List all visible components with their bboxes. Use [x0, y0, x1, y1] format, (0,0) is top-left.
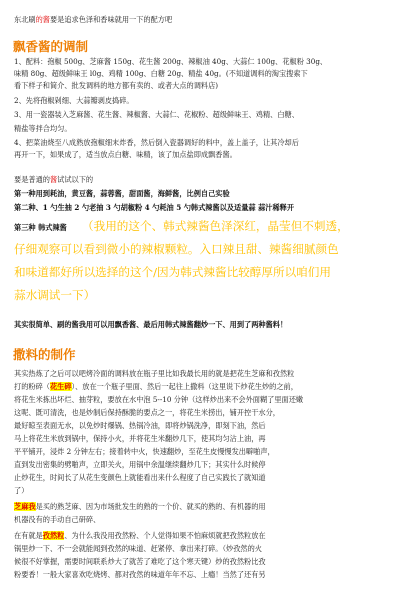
body-line: 直到发出密集的劈啪声，立即关火，用锅中余温继续翻炒几下；其实什么时候停 [14, 460, 266, 469]
body-text: ）、放在一个瓶子里面、然后一起往上撒料（这里说下炒花生炒的之前， [71, 382, 298, 391]
summary-line: 其实很简单、刷的酱我用可以用飘香酱、最后用韩式辣酱翻炒一下、用到了两种酱料！ [14, 320, 288, 329]
body-line: 候很不好掌握，需要时间联系炒大了就苦了难吃了这个寒天键）炒的孜然粉比孜 [14, 557, 266, 566]
highlight-cumin: 孜然粒 [42, 531, 65, 540]
recipe-line: 1、配料：孢椒 500g、芝麻酱 150g、花生酱 200g、辣椒油 40g、大蒜仁 100g、花椒粉 30g、 [14, 57, 328, 66]
body-line: 机器没有的手动自己研碎、 [14, 515, 101, 524]
intro-text-red: 的酱 [35, 15, 50, 24]
recipe-line: 4、把菜油烧至八成熟放孢椒细末炸香，然后倒入瓷器调好的料中，盖上盖子，让其冷却后 [14, 138, 299, 147]
recipe-line: 看下样子和简介、批发调料的地方都有卖的、或者大点的调料店) [14, 81, 219, 90]
section2-title: 撒料的制作 [13, 347, 76, 362]
body-text: 、为什么我没用孜然粉、个人觉得如果不怕麻烦就把孜然粒放在 [64, 531, 266, 540]
body-line: 将花生米拣出坏烂、抽芽粒，要放在水中泡 5--10 分钟（这样炒出来不会外面糊了里面还嫩 [14, 395, 304, 404]
recipe-line: 2、先将孢椒剁细、大蒜瓣剥皮捣碎。 [14, 96, 134, 105]
highlight-sesame: 芝麻我 [14, 502, 36, 511]
recipe-line: 3、用一瓷器装入芝麻酱、花生酱、辣椒酱、大蒜仁、花椒粉、超级鲜味王、鸡精、白糖、 [14, 110, 299, 119]
method-two: 第二种、1 勺生抽 2 勺老抽 3 勺胡椒粉 4 勺耗油 5 勺韩式辣酱以及适量蒜 蒜汁稀释开 [14, 203, 295, 212]
method-three-label: 第三种 韩式辣酱 [14, 223, 67, 232]
intro-text-post: 要是追求色泽和香味就用一下的配方吧 [49, 15, 173, 24]
highlight-peanut: 花生碎 [49, 382, 72, 391]
body-line [14, 502, 266, 512]
section1-title: 飘香酱的调制 [13, 39, 89, 54]
method-one: 第一种用到耗油，黄豆酱，蒜蓉酱，甜面酱，海鲜酱，比例自己实验 [14, 189, 230, 198]
note-line [14, 175, 93, 185]
body-line: 这呢、既可清洗，也是炒制后保持酥脆的要点之一，将花生米捞出，铺开控干水分， [14, 408, 280, 417]
note-text-red: 酱 [49, 175, 58, 184]
method-three-text: 仔细观察可以看到微小的辣椒颗粒。入口辣且甜、辣酱细腻颜色 [14, 242, 339, 256]
body-text: 在有就是 [14, 531, 43, 540]
body-line: 平平铺开，浸炸 2 分钟左右；接着转中火，快速翻炒，至花生皮慢慢发出噼啪声， [14, 447, 275, 456]
body-line [14, 531, 266, 541]
body-line: 马上将花生米放到锅中，保持小火，并将花生米翻炒几下，使其均匀沾上油，再 [14, 434, 266, 443]
recipe-line: 味精 80g、超级鲜味王 l0g、鸡精 100g、白糖 20g、精盐 40g。(不知道调料的淘宝搜索下 [14, 69, 308, 78]
body-line: 粉要香！一般大家喜欢吃烧烤、都对孜然的味道年年不忘、上瘾！当然了还有另 [14, 570, 266, 579]
body-line: 锅里炒一下、不一会就能闻到孜然的味道、赶紧停、拿出来打碎。（炒孜然的火 [14, 544, 262, 553]
body-line: 其实热炼了之后可以吧烤冷面的调料放在瓶子里比如我最长用的就是把花生芝麻和孜然粒 [14, 369, 295, 378]
recipe-line: 精盐等拌合均匀。 [14, 124, 72, 133]
method-three-text: 和味道都好所以选择的这个/因为韩式辣酱比较醇厚所以咱们用 [14, 265, 331, 279]
body-line [14, 382, 298, 392]
intro-text-pre: 东北刷 [14, 15, 36, 24]
note-text-pre: 要是普通的 [14, 175, 50, 184]
intro-line [14, 15, 172, 25]
body-line: 止炒花生，时间长了从花生变颜色上就能看出来什么程度了自己实践长了就知道 [14, 473, 266, 482]
method-three-text: 蒜水调试一下） [14, 288, 96, 302]
body-line: 了） [14, 486, 29, 495]
note-text-post: 试试以下的 [57, 175, 94, 184]
body-line: 最好晾至表面无水，以免炒时爆锅、热锅冷油，即将炒锅洗净，即刻下油，然后 [14, 421, 266, 430]
method-three-text: （我用的这个、韩式辣酱色泽深红，晶莹但不刺透， [82, 219, 349, 233]
body-text: 打的粉碎（ [14, 382, 50, 391]
recipe-line: 再开一下，如果成了，适当放点白糖、味精，该了加点盐即成飘香酱。 [14, 150, 237, 159]
body-text: 是买的熟芝麻、因为市场批发生的熟的一个价、就买的熟的、有机器的用 [35, 502, 266, 511]
